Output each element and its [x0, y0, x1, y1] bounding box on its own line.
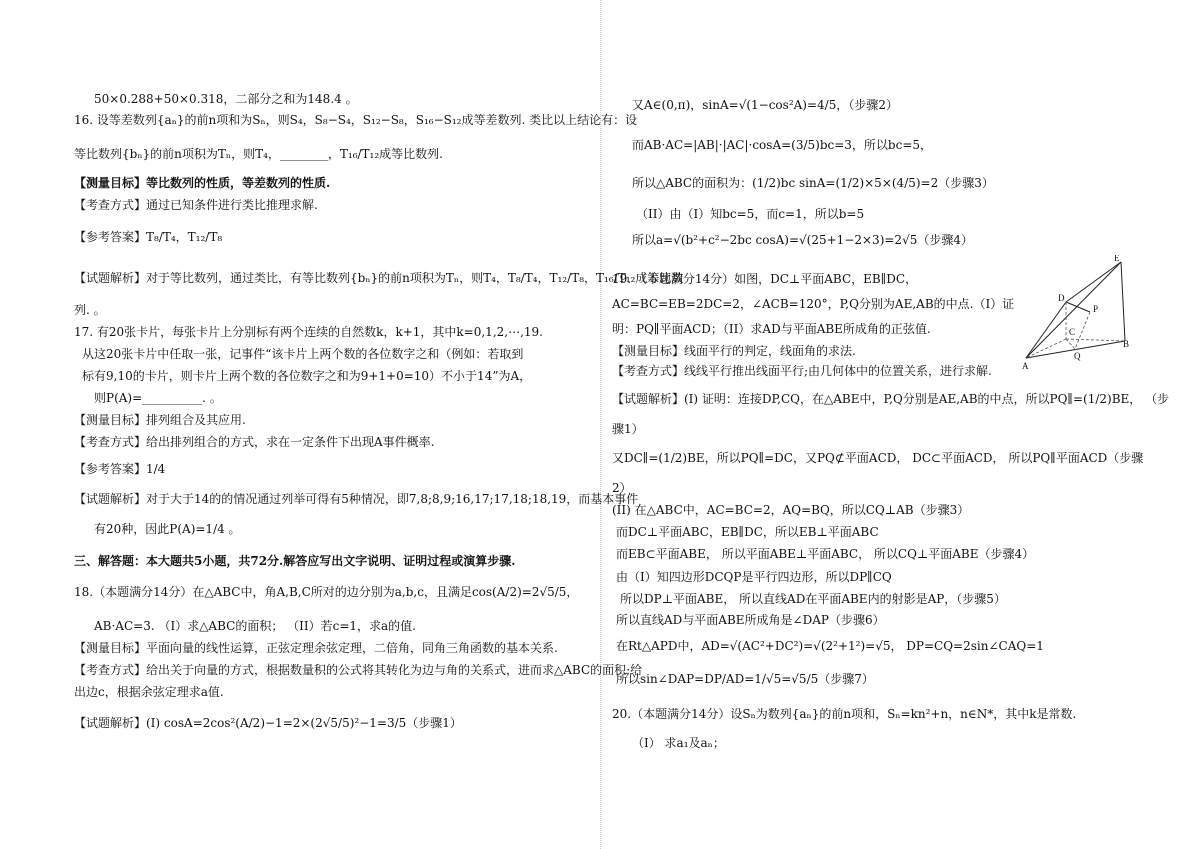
- text-line: 而AB·AC=|AB|·|AC|·cosA=(3/5)bc=3，所以bc=5，: [632, 138, 933, 152]
- text-line: 所以△ABC的面积为：(1/2)bc sinA=(1/2)×5×(4/5)=2（步骤3）: [632, 176, 994, 190]
- measure-target: 【测量目标】等比数列的性质，等差数列的性质.: [74, 176, 331, 190]
- edge-EB: [1121, 262, 1125, 341]
- text-line: 骤1）: [612, 422, 644, 436]
- edge-PQ: [1075, 312, 1090, 349]
- solution-analysis: 【试题解析】(I) 证明：连接DP,CQ，在△ABE中，P,Q分别是AE,AB的中点，所以PQ∥=(1/2)BE， （步: [612, 392, 1170, 406]
- label-Q: Q: [1074, 351, 1081, 361]
- text-line: 标有9,10的卡片，则卡片上两个数的各位数字之和为9+1+0=10）不小于14”为A，: [82, 369, 532, 383]
- text-line: 而DC⊥平面ABC，EB∥DC，所以EB⊥平面ABC: [616, 525, 879, 539]
- text-line: 出边c，根据余弦定理求a值.: [74, 685, 224, 699]
- label-A: A: [1022, 361, 1029, 370]
- text-line: 由（I）知四边形DCQP是平行四边形，所以DP∥CQ: [616, 570, 892, 584]
- text-line: 等比数列{bₙ}的前n项积为Tₙ，则T₄，________，T₁₆/T₁₂成等比数列.: [74, 147, 443, 161]
- question-18-line: 18.（本题满分14分）在△ABC中，角A,B,C所对的边分别为a,b,c，且满足cos(A/2)=2√5/5，: [74, 585, 579, 599]
- exam-method: 【考查方式】给出关于向量的方式，根据数量积的公式将其转化为边与角的关系式，进而求△ABC的面积;给: [74, 663, 643, 677]
- edge-CB: [1066, 339, 1125, 341]
- edge-AE: [1026, 262, 1121, 358]
- text-line: 又DC∥=(1/2)BE，所以PQ∥=DC，又PQ⊄平面ACD， DC⊂平面ACD， 所以PQ∥平面ACD（步骤: [612, 451, 1144, 465]
- text-line: 则P(A)=__________. 。: [94, 391, 222, 405]
- question-16-line: 16. 设等差数列{aₙ}的前n项和为Sₙ，则S₄，S₈−S₄，S₁₂−S₈，S₁₆−S₁₂成等差数列. 类比以上结论有：设: [74, 113, 638, 127]
- label-B: B: [1123, 339, 1130, 349]
- measure-target: 【测量目标】线面平行的判定，线面角的求法.: [612, 344, 856, 358]
- question-19-line: 19. （本题满分14分）如图，DC⊥平面ABC，EB∥DC，: [612, 272, 918, 286]
- exam-method: 【考查方式】通过已知条件进行类比推理求解.: [74, 198, 318, 212]
- text-line: （II）由（I）知bc=5，而c=1，所以b=5: [636, 207, 865, 221]
- text-line: 有20种，因此P(A)=1/4 。: [94, 522, 241, 536]
- text-line: 50×0.288+50×0.318，二部分之和为148.4 。: [94, 92, 358, 106]
- solution-analysis: 【试题解析】对于等比数列，通过类比，有等比数列{bₙ}的前n项积为Tₙ，则T₄，T₈/T₄，T₁₂/T₈，T₁₆/T₁₂成等比数: [74, 271, 684, 285]
- solution-analysis: 【试题解析】(I) cosA=2cos²(A/2)−1=2×(2√5/5)²−1=3/5（步骤1）: [74, 716, 462, 730]
- text-line: (II) 在△ABC中，AC=BC=2，AQ=BQ，所以CQ⊥AB（步骤3）: [612, 503, 970, 517]
- text-line: 所以sin∠DAP=DP/AD=1/√5=√5/5（步骤7）: [616, 672, 874, 686]
- label-P: P: [1093, 304, 1099, 314]
- text-line: AC=BC=EB=2DC=2，∠ACB=120°，P,Q分别为AE,AB的中点.（I）证: [612, 297, 1015, 311]
- text-line: 而EB⊂平面ABE， 所以平面ABE⊥平面ABC， 所以CQ⊥平面ABE（步骤4）: [616, 547, 1035, 561]
- exam-method: 【考查方式】给出排列组合的方式，求在一定条件下出现A事件概率.: [74, 435, 435, 449]
- section-heading: 三、解答题：本大题共5小题，共72分.解答应写出文字说明、证明过程或演算步骤.: [74, 554, 516, 568]
- text-line: 所以直线AD与平面ABE所成角是∠DAP（步骤6）: [616, 613, 885, 627]
- text-line: 在Rt△APD中，AD=√(AC²+DC²)=√(2²+1²)=√5， DP=CQ=2sin∠CAQ=1: [616, 639, 1044, 653]
- text-line: 列. 。: [74, 303, 106, 317]
- edge-DP: [1066, 302, 1090, 312]
- label-D: D: [1058, 293, 1065, 303]
- reference-answer: 【参考答案】1/4: [74, 462, 166, 476]
- text-line: 又A∈(0,π)，sinA=√(1−cos²A)=4/5，（步骤2）: [632, 98, 898, 112]
- text-line: 从这20张卡片中任取一张，记事件“该卡片上两个数的各位数字之和（例如：若取到: [82, 347, 524, 361]
- reference-answer: 【参考答案】T₈/T₄，T₁₂/T₈: [74, 230, 223, 244]
- text-line: 所以DP⊥平面ABE， 所以直线AD在平面ABE内的射影是AP，（步骤5）: [620, 592, 1006, 606]
- edge-CA: [1026, 339, 1066, 358]
- edge-AD: [1026, 302, 1066, 358]
- edge-DE: [1066, 262, 1121, 302]
- text-line: （I） 求a₁及aₙ；: [632, 736, 725, 750]
- edge-CQ: [1066, 339, 1075, 349]
- exam-method: 【考查方式】线线平行推出线面平行;由几何体中的位置关系，进行求解.: [612, 364, 992, 378]
- label-C: C: [1069, 327, 1076, 337]
- label-E: E: [1114, 255, 1120, 263]
- text-line: 所以a=√(b²+c²−2bc cosA)=√(25+1−2×3)=2√5（步骤4）: [632, 233, 973, 247]
- text-line: AB·AC=3. （I）求△ABC的面积； （II）若c=1，求a的值.: [94, 619, 416, 633]
- geometry-figure: [1022, 255, 1132, 370]
- text-line: 2）: [612, 481, 632, 495]
- question-17-line: 17. 有20张卡片，每张卡片上分别标有两个连续的自然数k，k+1，其中k=0,1,2,⋯,19.: [74, 325, 543, 339]
- question-20-line: 20.（本题满分14分）设Sₙ为数列{aₙ}的前n项和，Sₙ=kn²+n，n∈N*，其中k是常数.: [612, 707, 1077, 721]
- measure-target: 【测量目标】平面向量的线性运算，正弦定理余弦定理，二倍角，同角三角函数的基本关系.: [74, 641, 558, 655]
- solution-analysis: 【试题解析】对于大于14的的情况通过列举可得有5种情况，即7,8;8,9;16,17;17,18;18,19，而基本事件: [74, 492, 639, 506]
- text-line: 明：PQ∥平面ACD；（II）求AD与平面ABE所成角的正弦值.: [612, 322, 931, 336]
- measure-target: 【测量目标】排列组合及其应用.: [74, 413, 246, 427]
